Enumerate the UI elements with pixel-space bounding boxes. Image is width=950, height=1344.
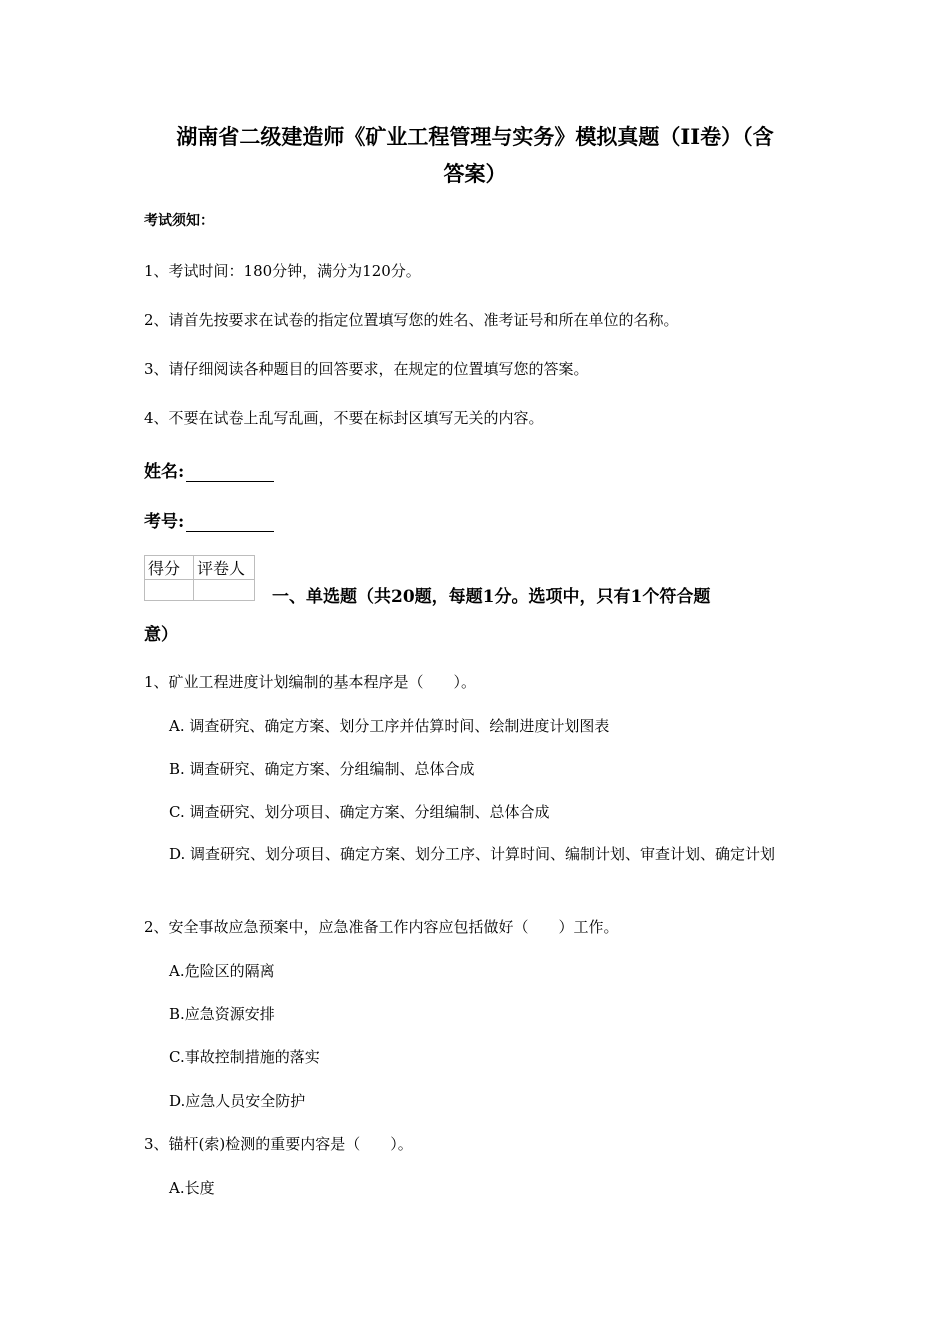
exam-number-blank[interactable] — [186, 513, 274, 532]
question-2-option-b: B.应急资源安排 — [169, 1005, 275, 1023]
question-1-option-c: C. 调查研究、划分项目、确定方案、分组编制、总体合成 — [169, 803, 550, 821]
notice-heading: 考试须知： — [144, 213, 214, 229]
score-table — [144, 555, 255, 601]
notice-item-3: 3、请仔细阅读各种题目的回答要求，在规定的位置填写您的答案。 — [144, 360, 589, 378]
section-title: 一、单选题（共20题，每题1分。选项中，只有1个符合题 — [272, 587, 711, 607]
grader-cell[interactable] — [194, 580, 255, 601]
question-2-option-d: D.应急人员安全防护 — [169, 1092, 306, 1110]
name-blank[interactable] — [186, 463, 274, 482]
title-line-1: 湖南省二级建造师《矿业工程管理与实务》模拟真题（II卷）（含 — [176, 124, 774, 149]
question-1-option-b: B. 调查研究、确定方案、分组编制、总体合成 — [169, 760, 475, 778]
question-2: 2、安全事故应急预案中，应急准备工作内容应包括做好（ ）工作。 — [144, 918, 619, 936]
document-title — [140, 118, 810, 192]
question-1: 1、矿业工程进度计划编制的基本程序是（ ）。 — [144, 673, 477, 691]
name-label: 姓名: — [144, 462, 185, 482]
title-line-2: 答案） — [443, 161, 507, 186]
notice-item-1: 1、考试时间：180分钟，满分为120分。 — [144, 262, 421, 280]
exam-number-label: 考号: — [144, 512, 185, 532]
section-title-continued: 意） — [144, 625, 178, 645]
question-2-option-a: A.危险区的隔离 — [169, 962, 275, 980]
question-1-option-a: A. 调查研究、确定方案、划分工序并估算时间、绘制进度计划图表 — [169, 717, 610, 735]
notice-item-4: 4、不要在试卷上乱写乱画，不要在标封区填写无关的内容。 — [144, 409, 544, 427]
score-cell[interactable] — [145, 580, 194, 601]
question-2-option-c: C.事故控制措施的落实 — [169, 1048, 320, 1066]
question-1-option-d: D. 调查研究、划分项目、确定方案、划分工序、计算时间、编制计划、审查计划、确定计划 — [169, 845, 776, 863]
question-3-option-a: A.长度 — [169, 1179, 215, 1197]
grader-header: 评卷人 — [194, 556, 255, 580]
score-header: 得分 — [145, 556, 194, 580]
question-3: 3、锚杆(索)检测的重要内容是（ ）。 — [144, 1135, 413, 1153]
notice-item-2: 2、请首先按要求在试卷的指定位置填写您的姓名、准考证号和所在单位的名称。 — [144, 311, 679, 329]
name-field[interactable] — [144, 457, 274, 482]
exam-number-field[interactable] — [144, 507, 274, 532]
